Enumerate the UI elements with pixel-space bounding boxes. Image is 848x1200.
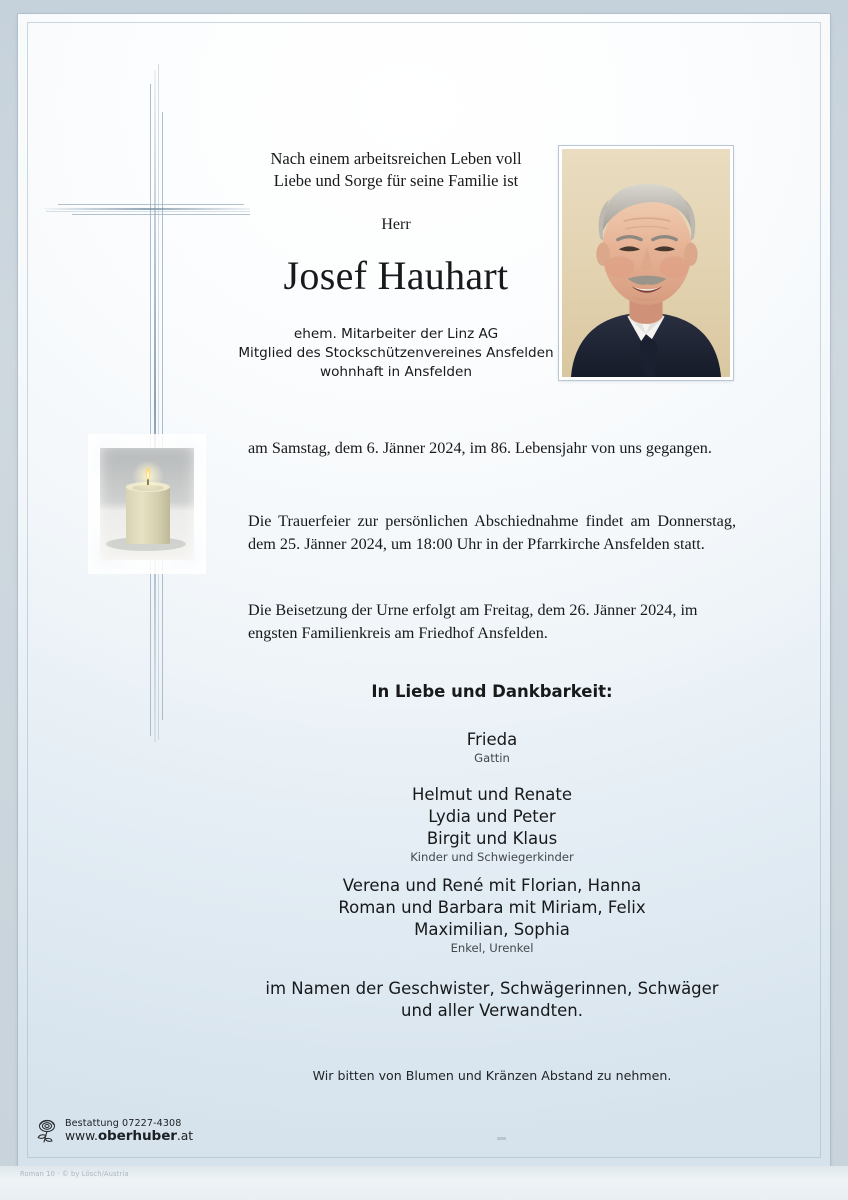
closing-line-1: im Namen der Geschwister, Schwägerinnen, Schwäger	[265, 979, 719, 998]
closing-text	[248, 978, 736, 1022]
family-group-role: Enkel, Urenkel	[450, 940, 534, 955]
family-member-name: Birgit und Klaus	[426, 828, 558, 848]
family-member-name: Lydia und Peter	[428, 806, 556, 826]
family-group-role: Gattin	[474, 750, 510, 765]
logo-phone-line: Bestattung 07227-4308	[65, 1118, 182, 1129]
cross-icon	[0, 0, 300, 780]
print-fineprint: Roman 10 · © by Lösch/Austria	[20, 1170, 129, 1178]
deceased-name: Josef Hauhart	[283, 253, 509, 298]
family-group-children	[248, 784, 736, 865]
subtitle-line-1: ehem. Mitarbeiter der Linz AG	[293, 326, 499, 342]
family-member-name: Helmut und Renate	[411, 785, 573, 804]
intro-line-2: Liebe und Sorge für seine Familie ist	[273, 170, 519, 190]
intro-text	[246, 148, 546, 192]
family-member-name: Roman und Barbara mit Miriam, Felix	[338, 897, 646, 917]
intro-line-1: Nach einem arbeitsreichen Leben voll	[270, 149, 522, 168]
paragraph-burial: Die Beisetzung der Urne erfolgt am Freitag, dem 26. Jänner 2024, im engsten Familienkreis am Friedhof Ansfelden.	[248, 601, 698, 642]
candle-vignette	[88, 434, 206, 574]
logo-text	[65, 1118, 193, 1145]
closing-line-2: und aller Verwandten.	[401, 1001, 583, 1021]
subtitle-line-2: Mitglied des Stockschützenvereines Ansfelden	[238, 344, 554, 361]
logo-brand: oberhuber	[97, 1128, 177, 1145]
dedication-heading: In Liebe und Dankbarkeit:	[371, 682, 613, 701]
logo-www-prefix: www.	[65, 1128, 98, 1144]
flowers-note: Wir bitten von Blumen und Kränzen Abstand zu nehmen.	[312, 1068, 672, 1083]
logo-tld: .at	[176, 1128, 194, 1144]
logo-website-line[interactable]	[65, 1129, 193, 1144]
paragraph-service: Die Trauerfeier zur persönlichen Abschiednahme findet am Donnerstag, dem 25. Jänner 2024, um 18:00 Uhr in der Pfarrkirche Ansfelden statt.	[248, 512, 736, 553]
rose-icon	[34, 1118, 60, 1144]
funeral-home-logo[interactable]	[34, 1118, 193, 1145]
family-group-role: Kinder und Schwiegerkinder	[410, 849, 574, 864]
salutation: Herr	[381, 216, 411, 233]
deceased-subtitles	[226, 325, 566, 381]
candle-photo-frame	[88, 434, 206, 574]
family-member-name: Frieda	[466, 730, 518, 749]
family-group-grandchildren	[248, 875, 736, 956]
center-registration-mark	[497, 1137, 506, 1140]
family-member-name: Verena und René mit Florian, Hanna	[342, 876, 642, 895]
subtitle-line-3: wohnhaft in Ansfelden	[319, 363, 473, 380]
family-member-name: Maximilian, Sophia	[414, 919, 570, 939]
family-group-spouse	[248, 729, 736, 767]
paragraph-death: am Samstag, dem 6. Jänner 2024, im 86. Lebensjahr von uns gegangen.	[248, 439, 712, 457]
